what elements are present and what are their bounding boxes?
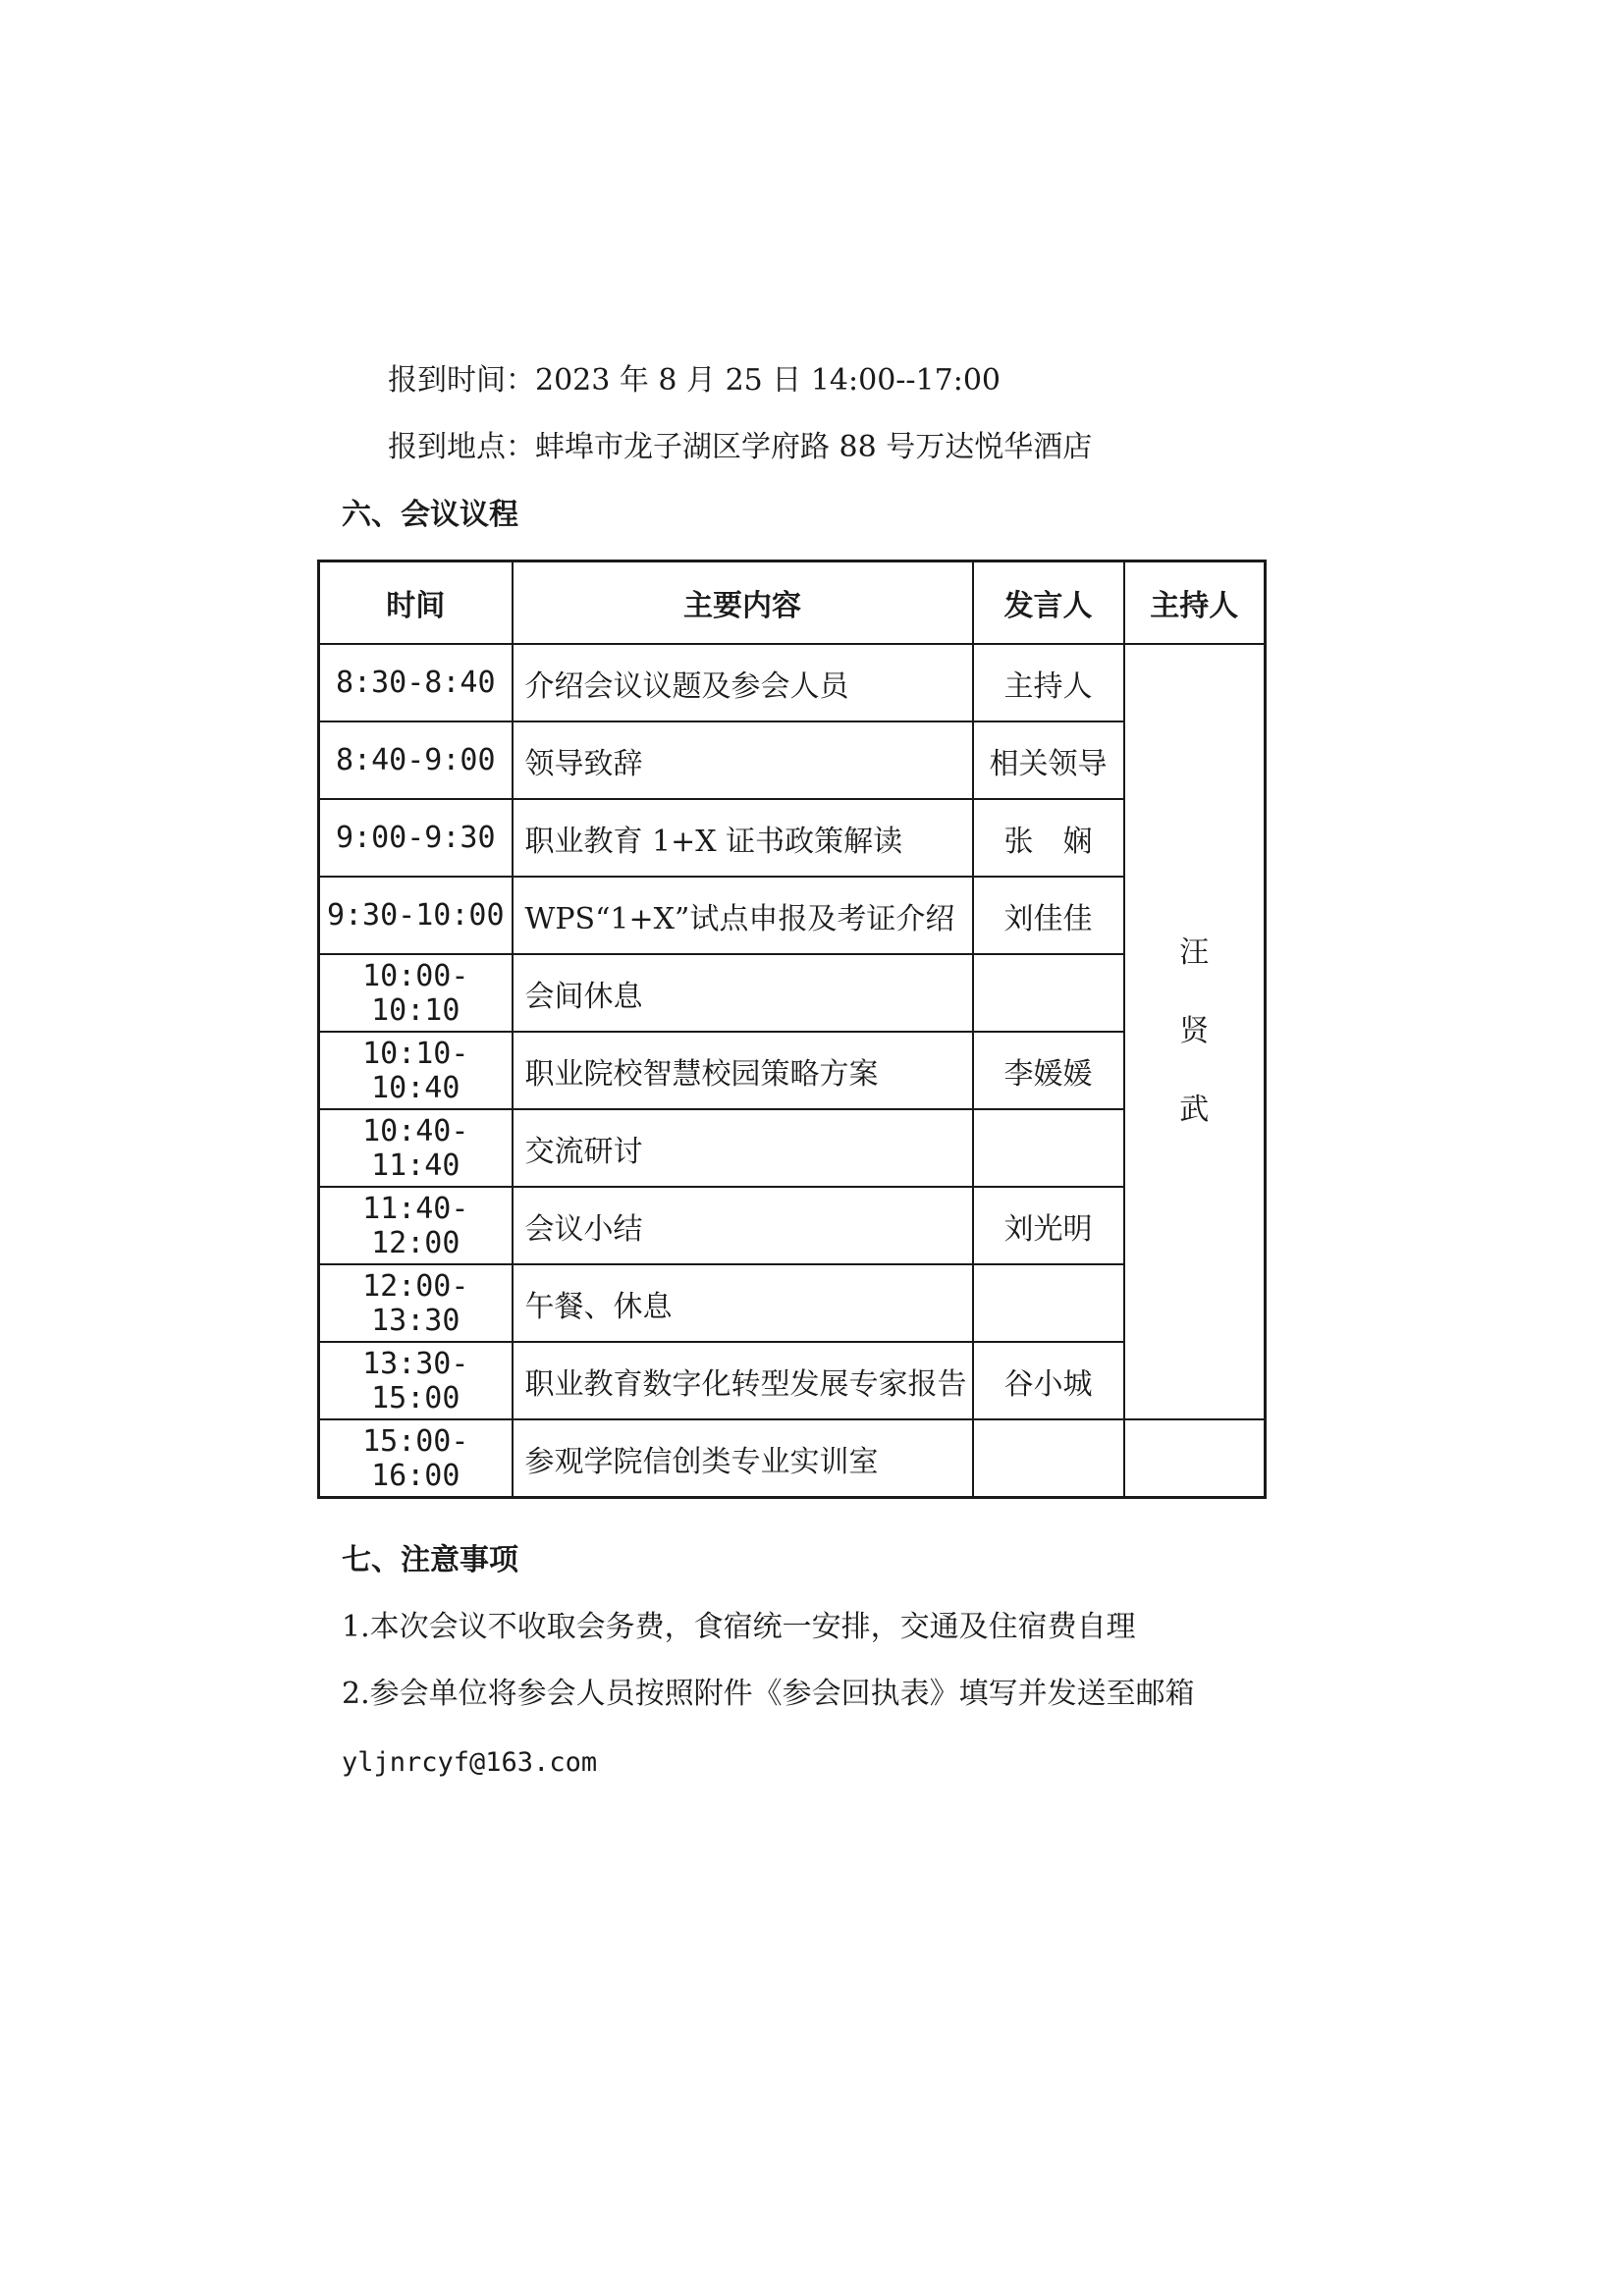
registration-place: 报到地点：蚌埠市龙子湖区学府路 88 号万达悦华酒店 (388, 430, 1093, 464)
table-row (319, 954, 1266, 1032)
notes-item-2: 2.参会单位将参会人员按照附件《参会回执表》填写并发送至邮箱 (342, 1677, 1195, 1711)
row-content: 午餐、休息 (513, 1264, 973, 1342)
column-header-host: 主持人 (1124, 561, 1266, 645)
table-row (319, 644, 1266, 721)
row-content: 参观学院信创类专业实训室 (513, 1419, 973, 1498)
row-time: 15:00-16:00 (319, 1419, 513, 1498)
row-speaker: 刘光明 (973, 1187, 1124, 1264)
row-speaker (973, 954, 1124, 1032)
registration-time: 报到时间：2023 年 8 月 25 日 14:00--17:00 (388, 363, 1001, 398)
agenda-heading: 六、会议议程 (342, 498, 518, 532)
row-time: 10:40-11:40 (319, 1109, 513, 1187)
table-row (319, 721, 1266, 799)
row-speaker: 刘佳佳 (973, 877, 1124, 954)
table-row (319, 877, 1266, 954)
row-speaker (973, 1419, 1124, 1498)
row-speaker: 张 娴 (973, 799, 1124, 877)
row-time: 11:40-12:00 (319, 1187, 513, 1264)
row-content: 职业教育数字化转型发展专家报告 (513, 1342, 973, 1419)
table-row (319, 1187, 1266, 1264)
row-time: 8:30-8:40 (319, 644, 513, 721)
row-speaker (973, 1109, 1124, 1187)
row-time: 13:30-15:00 (319, 1342, 513, 1419)
host-name-char: 贤 (1179, 1014, 1210, 1048)
row-time: 10:10-10:40 (319, 1032, 513, 1109)
row-content: 领导致辞 (513, 721, 973, 799)
row-content: 介绍会议议题及参会人员 (513, 644, 973, 721)
host-cell (1124, 644, 1266, 1419)
row-content: 会间休息 (513, 954, 973, 1032)
row-content: WPS“1+X”试点申报及考证介绍 (513, 877, 973, 954)
row-time: 9:00-9:30 (319, 799, 513, 877)
row-speaker: 谷小城 (973, 1342, 1124, 1419)
agenda-table (317, 560, 1267, 1499)
row-time: 9:30-10:00 (319, 877, 513, 954)
row-content: 职业教育 1+X 证书政策解读 (513, 799, 973, 877)
host-name-char: 武 (1179, 1093, 1210, 1127)
agenda-header-row (319, 561, 1266, 645)
table-row (319, 1342, 1266, 1419)
row-time: 10:00-10:10 (319, 954, 513, 1032)
notes-item-1: 1.本次会议不收取会务费，食宿统一安排，交通及住宿费自理 (342, 1610, 1136, 1644)
row-time: 8:40-9:00 (319, 721, 513, 799)
row-content: 交流研讨 (513, 1109, 973, 1187)
host-cell-empty (1124, 1419, 1266, 1498)
column-header-time: 时间 (319, 561, 513, 645)
table-row (319, 1109, 1266, 1187)
row-speaker (973, 1264, 1124, 1342)
row-speaker: 李媛媛 (973, 1032, 1124, 1109)
row-time: 12:00-13:30 (319, 1264, 513, 1342)
column-header-content: 主要内容 (513, 561, 973, 645)
table-row (319, 1264, 1266, 1342)
table-row (319, 1419, 1266, 1498)
table-row (319, 1032, 1266, 1109)
row-speaker: 主持人 (973, 644, 1124, 721)
row-content: 职业院校智慧校园策略方案 (513, 1032, 973, 1109)
notes-email: yljnrcyf@163.com (342, 1747, 598, 1778)
host-name-char: 汪 (1179, 935, 1210, 970)
notes-heading: 七、注意事项 (342, 1543, 518, 1577)
row-content: 会议小结 (513, 1187, 973, 1264)
row-speaker: 相关领导 (973, 721, 1124, 799)
table-row (319, 799, 1266, 877)
column-header-speaker: 发言人 (973, 561, 1124, 645)
